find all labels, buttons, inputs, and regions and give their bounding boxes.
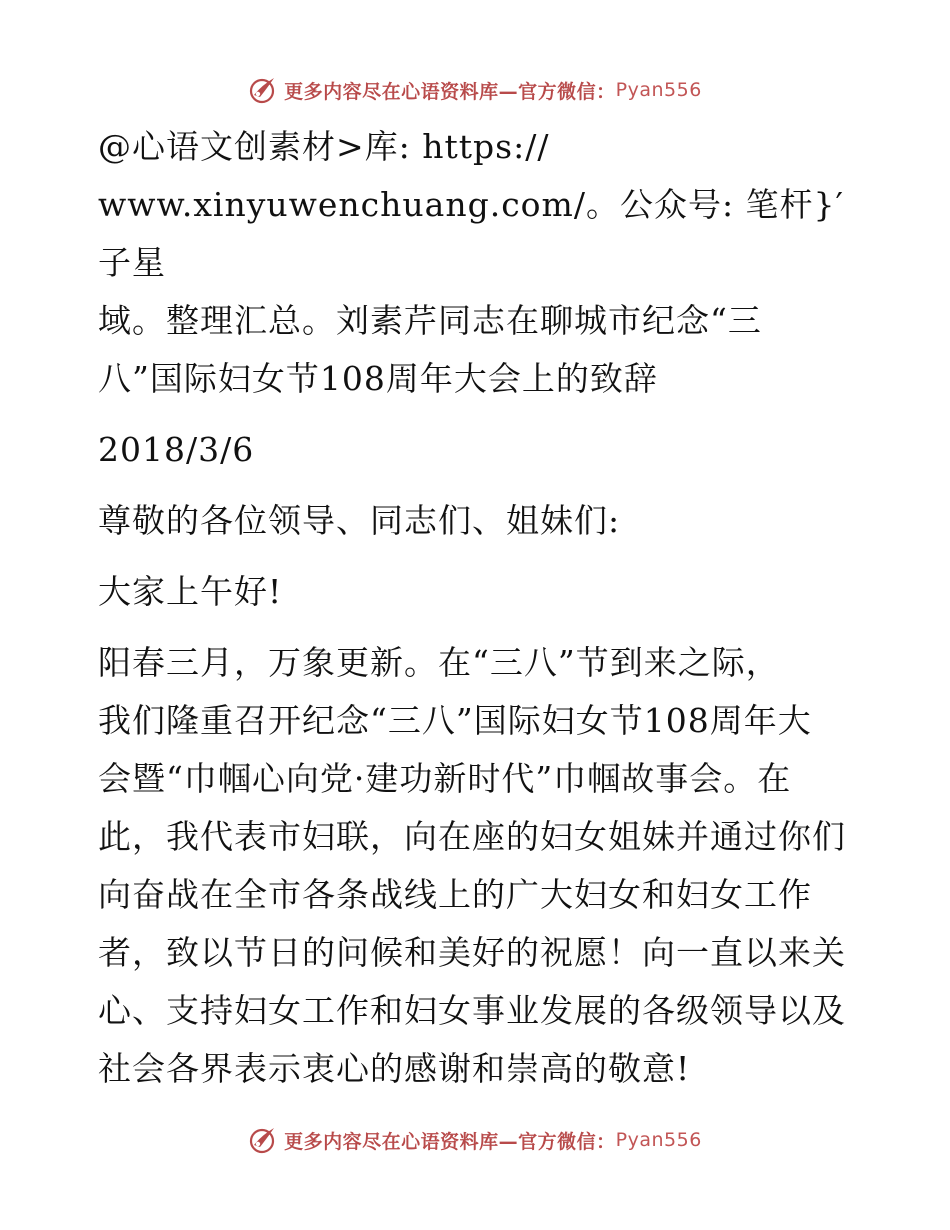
paragraph-line: 向奋战在全市各条战线上的广大妇女和妇女工作 [98, 875, 812, 914]
header-banner [0, 70, 950, 110]
intro-line-1: @心语文创素材>库: https:// [98, 127, 550, 166]
footer-banner [0, 1120, 950, 1160]
header-banner-wechat-id: Pyan556 [615, 79, 702, 101]
intro-line-3: 域。整理汇总。刘素芹同志在聊城市纪念“三 [98, 301, 762, 340]
greeting: 大家上午好! [98, 572, 283, 611]
footer-banner-wechat-id: Pyan556 [615, 1129, 702, 1151]
intro-line-4: 八”国际妇女节108周年大会上的致辞 [98, 359, 658, 398]
footer-banner-text: 更多内容尽在心语资料库—官方微信： [284, 1130, 616, 1153]
intro-line-2: www.xinyuwenchuang.com/。公众号: 笔杆}′子星 [98, 185, 845, 282]
paragraph-line: 我们隆重召开纪念“三八”国际妇女节108周年大 [98, 701, 812, 740]
header-banner-text: 更多内容尽在心语资料库—官方微信： [284, 80, 616, 103]
quill-seal-icon [248, 75, 278, 105]
paragraph-line: 此，我代表市妇联，向在座的妇女姐妹并通过你们 [98, 817, 846, 856]
paragraph-line: 阳春三月，万象更新。在“三八”节到来之际， [98, 643, 780, 682]
paragraph-line: 心、支持妇女工作和妇女事业发展的各级领导以及 [98, 991, 846, 1030]
document-date: 2018/3/6 [98, 430, 255, 469]
document-body [98, 118, 858, 1098]
paragraph-line: 者，致以节日的问候和美好的祝愿！向一直以来关 [98, 933, 846, 972]
quill-seal-icon [248, 1125, 278, 1155]
paragraph-line: 会暨“巾帼心向党·建功新时代”巾帼故事会。在 [98, 759, 792, 798]
salutation: 尊敬的各位领导、同志们、姐妹们: [98, 501, 621, 540]
paragraph-line: 社会各界表示衷心的感谢和崇高的敬意! [98, 1049, 691, 1088]
main-paragraph [98, 634, 858, 1098]
